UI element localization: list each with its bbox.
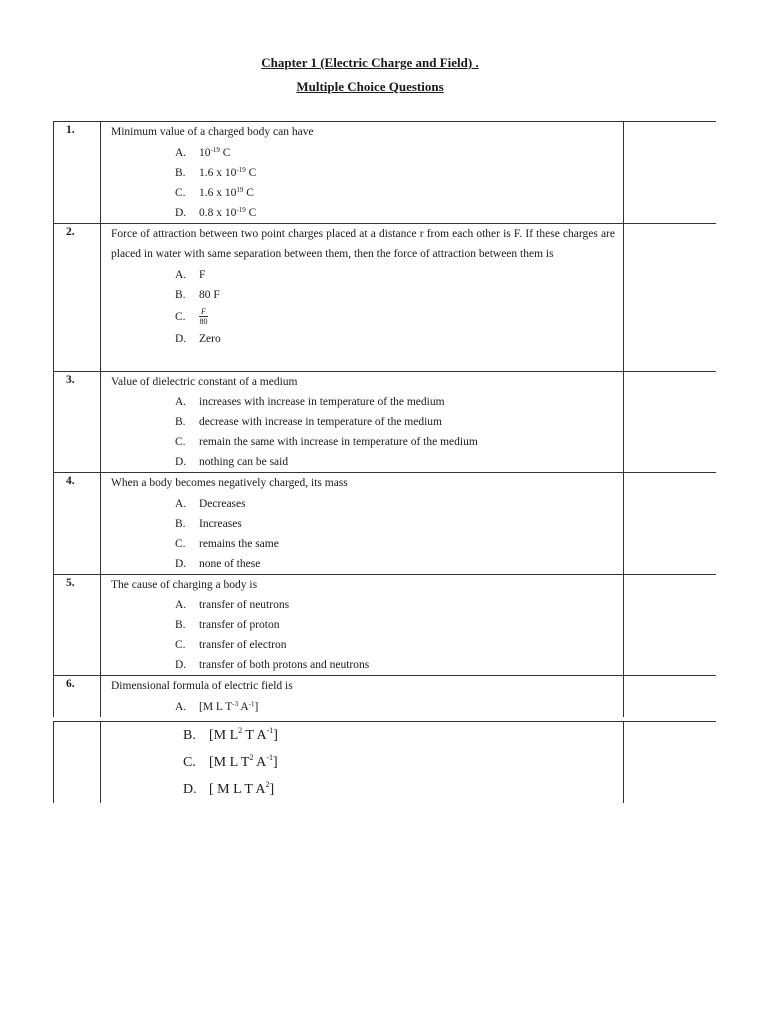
option-a: A. Decreases (175, 497, 246, 510)
question-number-cell (54, 676, 101, 717)
question-text: Minimum value of a charged body can have (111, 126, 314, 138)
question-number-cell (54, 122, 101, 224)
question-text: The cause of charging a body is (111, 578, 258, 591)
question-cell (101, 371, 624, 473)
option-b: B. 80 F (175, 288, 220, 301)
option-c: C. 1.6 x $10^{19}$ C (175, 185, 254, 199)
question-number-cell (54, 574, 101, 676)
option-b: B. [M $L^2$ T $A^{-1}$] (183, 726, 278, 743)
option-b: B. transfer of proton (175, 619, 280, 631)
answer-cell (624, 371, 716, 473)
question-row (54, 676, 716, 717)
option-a: A. [M L $T^{-3}$ $A^{-1}$] (175, 699, 259, 713)
option-c: C. remain the same with increase in temperature of the medium (175, 436, 478, 448)
question-row (54, 722, 716, 804)
option-b: B. decrease with increase in temperature of the medium (175, 416, 442, 428)
option-a: A. transfer of neutrons (175, 599, 290, 611)
option-b: B. Increases (175, 517, 242, 530)
option-a: A. F (175, 268, 206, 281)
option-c: C. remains the same (175, 537, 279, 550)
question-row (54, 223, 716, 371)
question-cell (101, 122, 624, 224)
option-c: C. $\frac{F}{80}$ (175, 307, 208, 327)
question-row (54, 371, 716, 473)
section-subtitle: Multiple Choice Questions (296, 79, 444, 94)
option-d: D. none of these (175, 557, 261, 570)
question-cell (101, 574, 624, 676)
mcq-table-continued (53, 721, 716, 803)
option-c: C. transfer of electron (175, 639, 287, 651)
answer-cell (624, 676, 716, 717)
question-number-cell (54, 722, 101, 804)
option-a: A. increases with increase in temperature of the medium (175, 396, 445, 408)
option-b: B. 1.6 x $10^{-19}$ C (175, 165, 257, 179)
question-text: Dimensional formula of electric field is (111, 680, 293, 692)
option-d: D. transfer of both protons and neutrons (175, 659, 370, 671)
question-cell (101, 676, 624, 717)
answer-cell (624, 722, 716, 804)
question-number-cell (54, 223, 101, 371)
chapter-title: Chapter 1 (Electric Charge and Field) . (261, 55, 479, 70)
option-a: A. $10^{-19}$ C (175, 145, 231, 159)
question-number: 1. (66, 124, 75, 136)
answer-cell (624, 574, 716, 676)
question-text: Value of dielectric constant of a medium (111, 375, 298, 388)
answer-cell (624, 122, 716, 224)
question-number: 6. (66, 678, 75, 690)
question-number: 2. (66, 225, 75, 238)
question-number-cell (54, 473, 101, 575)
answer-cell (624, 473, 716, 575)
option-d: D. nothing can be said (175, 456, 289, 468)
answer-cell (624, 223, 716, 371)
question-number: 5. (66, 576, 75, 589)
question-number: 4. (66, 475, 75, 487)
question-cell (101, 722, 624, 804)
question-number-cell (54, 371, 101, 473)
question-text: When a body becomes negatively charged, its mass (111, 477, 348, 489)
question-text: Force of attraction between two point charges placed at a distance r from each other is F. If these charges are placed in water with same separation between them, then the force of attraction between them is (111, 227, 615, 260)
question-row (54, 473, 716, 575)
question-number: 3. (66, 373, 75, 386)
mcq-table (53, 121, 716, 717)
option-d: D. Zero (175, 332, 221, 345)
question-row (54, 574, 716, 676)
question-row (54, 122, 716, 224)
option-d: D. 0.8 x $10^{-19}$ C (175, 205, 257, 219)
option-c: C. [M L $T^2$ $A^{-1}$] (183, 753, 278, 770)
fraction: $\frac{F}{80}$ (199, 307, 208, 327)
question-cell (101, 473, 624, 575)
question-cell (101, 223, 624, 371)
option-d: D. [ M L T $A^2$] (183, 780, 275, 797)
